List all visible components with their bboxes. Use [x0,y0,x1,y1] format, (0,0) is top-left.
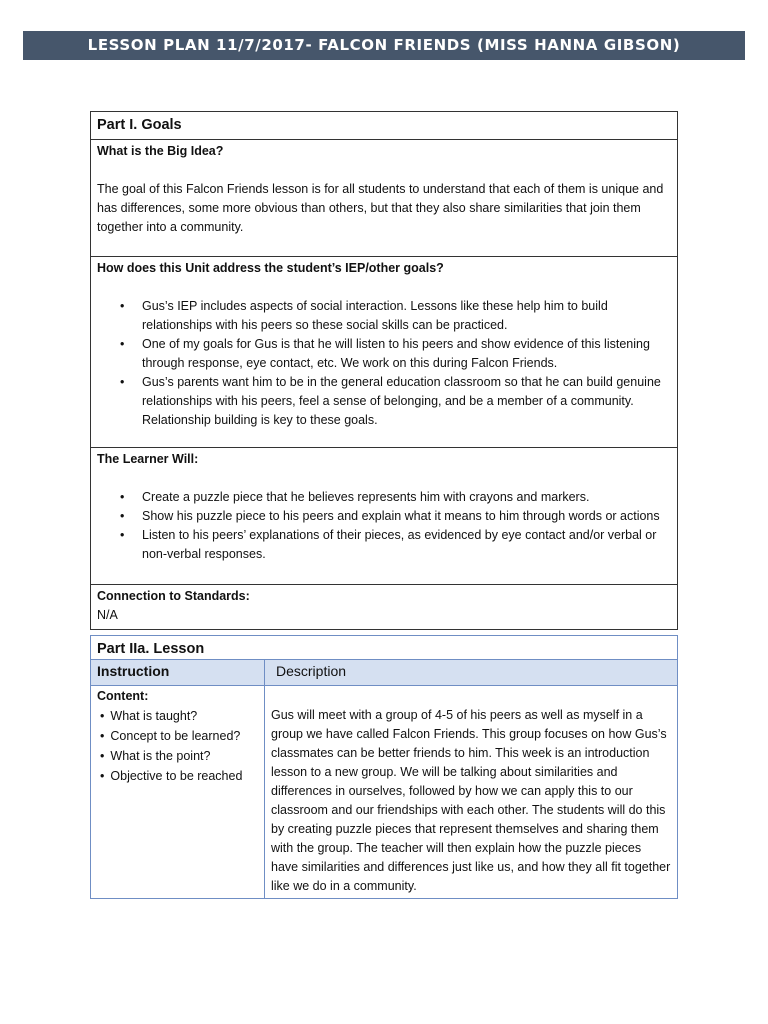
description-column-header: Description [276,663,347,679]
learner-section [91,448,677,585]
list-item: • Concept to be learned? [97,726,258,746]
learner-question: The Learner Will: [97,452,199,466]
instruction-column-header: Instruction [91,660,265,685]
list-item: • What is taught? [97,706,258,726]
big-idea-answer: The goal of this Falcon Friends lesson is for all students to understand that each of them is unique and has differences, some more obvious than others, but that they also share similarities that join them together into a community. [97,182,664,234]
content-items-list [97,706,258,786]
list-item: • Listen to his peers’ explanations of their pieces, as evidenced by eye contact and/or verbal or non-verbal responses. [142,526,671,564]
standards-question: Connection to Standards: [97,589,250,603]
big-idea-question: What is the Big Idea? [97,144,224,158]
iep-question: How does this Unit address the student’s IEP/other goals? [97,261,444,275]
content-cell [91,686,265,898]
content-label: Content: [97,689,149,703]
document-banner: LESSON PLAN 11/7/2017- FALCON FRIENDS (MISS HANNA GIBSON) [23,31,745,60]
lesson-title: Part IIa. Lesson [97,641,205,657]
lesson-description: Gus will meet with a group of 4-5 of his peers as well as myself in a group we have called Falcon Friends. This group focuses on how Gus’s classmates can be better friends to him. This week is an introduction lesson to a new group. We will be talking about similarities and differences in ourselves, followed by how we can apply this to our classroom and our friendships with each other. The students will do this by creating puzzle pieces that represent themselves and sharing them with the group. The teacher will then explain how the puzzle pieces have similarities and differences just like us, and how they all fit together like we do in a community. [271,708,671,893]
goals-title: Part I. Goals [97,117,182,133]
description-cell [265,686,677,898]
standards-section [91,585,677,629]
learner-bullet-list [97,488,671,564]
standards-answer: N/A [97,608,118,622]
lesson-content-row [91,686,677,898]
list-item: • Gus’s parents want him to be in the general education classroom so that he can build genuine relationships with his peers, feel a sense of belonging, and be a member of a community. Relationship building is key to these goals. [142,373,671,430]
list-item: • What is the point? [97,746,258,766]
lesson-header-row [91,660,677,686]
goals-table [90,111,678,630]
lesson-title-row [91,636,677,660]
list-item: • Create a puzzle piece that he believes represents him with crayons and markers. [142,488,671,507]
iep-bullet-list [97,297,671,430]
big-idea-section [91,140,677,257]
lesson-table [90,635,678,899]
list-item: • Objective to be reached [97,766,258,786]
iep-section [91,257,677,448]
list-item: • One of my goals for Gus is that he will listen to his peers and show evidence of this listening through response, eye contact, etc. We work on this during Falcon Friends. [142,335,671,373]
goals-title-row [91,112,677,140]
list-item: • Show his puzzle piece to his peers and explain what it means to him through words or actions [142,507,671,526]
list-item: • Gus’s IEP includes aspects of social interaction. Lessons like these help him to build relationships with his peers so these social skills can be practiced. [142,297,671,335]
